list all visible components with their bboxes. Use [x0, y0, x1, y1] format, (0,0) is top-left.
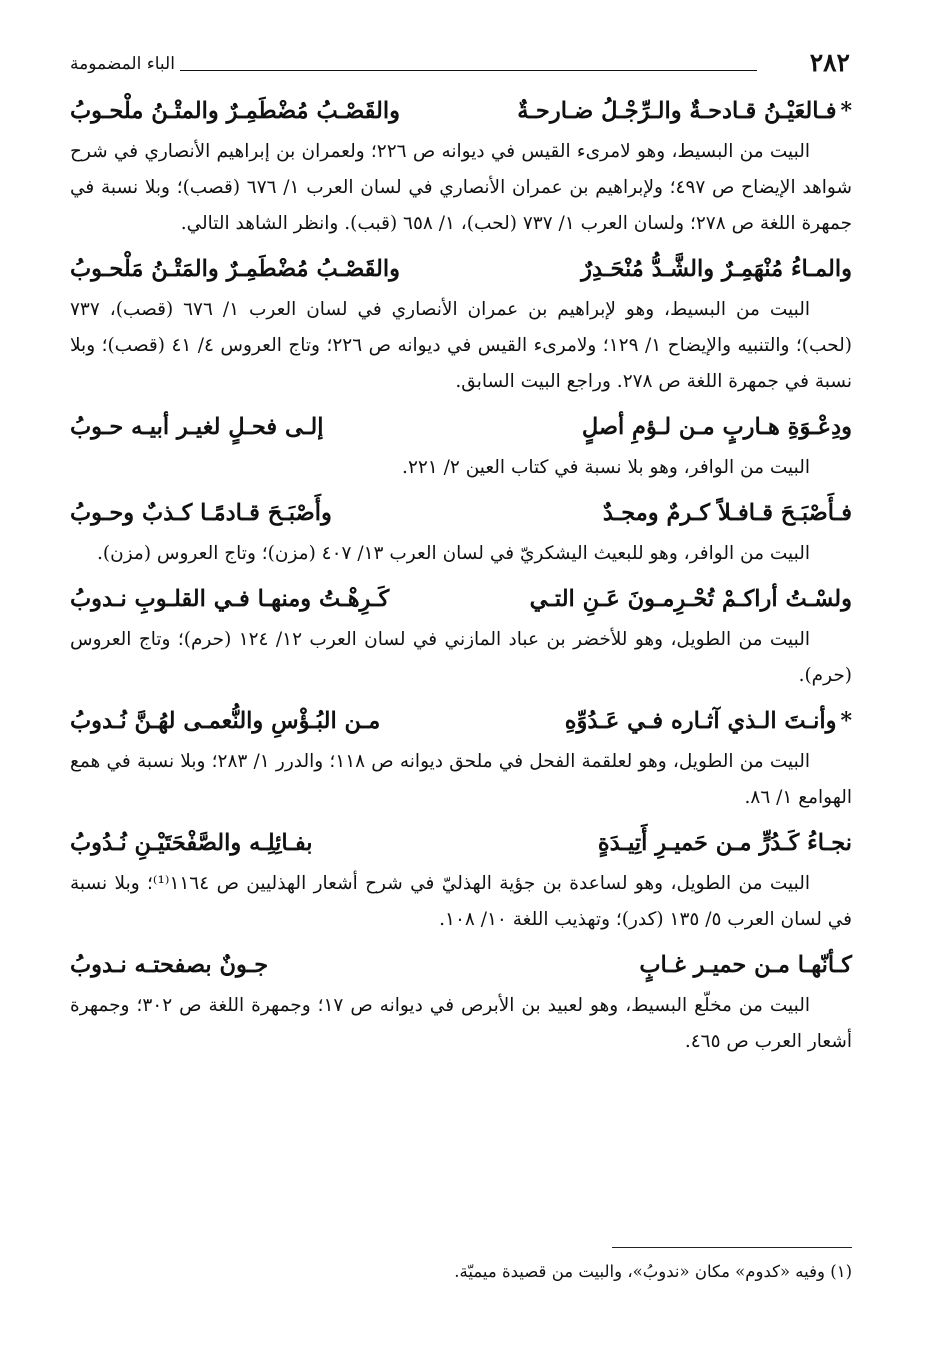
verse-commentary: البيت من الوافر، وهو للبعيث اليشكريّ في لسان العرب ١٣/ ٤٠٧ (مزن)؛ وتاج العروس (مزن). [97, 543, 810, 564]
verse-commentary: البيت من مخلّع البسيط، وهو لعبيد بن الأبرص في ديوانه ص ١٧؛ وجمهرة اللغة ص ٣٠٢؛ وجمهرة أشعار العرب ص ٤٦٥. [70, 995, 852, 1052]
verse-second-hemistich: وأَصْبَـحَ قـادمًـا كـذبٌ وحـوبُ [70, 500, 332, 526]
verse-commentary: البيت من البسيط، وهو لامرىء القيس في ديوانه ص ٢٢٦؛ ولعمران بن إبراهيم الأنصاري في شرح شواهد الإيضاح ص ٤٩٧؛ ولإبراهيم بن عمران الأنصاري في لسان العرب ١/ ٦٧٦ (قصب)؛ وبلا نسبة في جمهرة اللغة ص ٢٧٨؛ ولسان العرب ١/ ٧٣٧ (لحب)، ١/ ٦٥٨ (قبب). وانظر الشاهد التالي. [70, 141, 852, 234]
verse-commentary: البيت من الطويل، وهو لعلقمة الفحل في ملحق ديوانه ص ١١٨؛ والدرر ١/ ٢٨٣؛ وبلا نسبة في همع الهوامع ١/ ٨٦. [70, 751, 852, 808]
footnote-area [70, 0, 852, 1362]
verse-commentary: البيت من الطويل، وهو للأخضر بن عباد المازني في لسان العرب ١٢/ ١٢٤ (حرم)؛ وتاج العروس (حرم). [70, 629, 852, 686]
verse-second-hemistich: بفـائِلِـه والصَّفْحَتَيْـنِ نُـدُوبُ [70, 830, 313, 856]
verse-first-hemistich: كـأنّهـا مـن حميـر غـابٍ [639, 952, 852, 978]
verse-first-hemistich: نجـاءُ كَـدُرٍّ مـن حَميـرِ أَتِيـدَةٍ [597, 830, 852, 856]
verse-second-hemistich: إلـى فحـلٍ لغيـر أبيـه حـوبُ [70, 414, 324, 440]
verse-first-hemistich: ودِعْـوَةِ هـاربٍ مـن لـؤمِ أصلٍ [581, 414, 852, 440]
verse-first-hemistich: والمـاءُ مُنْهَمِـرٌ والشَّـدُّ مُنْحَـدِرٌ [581, 256, 852, 282]
verse-commentary: البيت من الوافر، وهو بلا نسبة في كتاب العين ٢/ ٢٢١. [402, 457, 810, 478]
star-marker: * [840, 708, 852, 734]
verse-second-hemistich: جـونٌ بصفحتـه نـدوبُ [70, 952, 269, 978]
verse-commentary: البيت من الطويل، وهو لساعدة بن جؤية الهذليّ في شرح أشعار الهذليين ص ١١٦٤⁽¹⁾؛ وبلا نسبة في لسان العرب ٥/ ١٣٥ (كدر)؛ وتهذيب اللغة ١٠/ ١٠٨. [70, 873, 852, 930]
footnote: (١) وفيه «كدوم» مكان «ندوبُ»، والبيت من قصيدة ميميّة. [454, 1262, 852, 1281]
hemistich-text: فـالعَيْـنُ قـادحـةٌ والـرِّجْـلُ ضـارحـةٌ [517, 98, 837, 124]
hemistich-text: وأنـتَ الـذي آثـاره فـي عَـدُوِّهِ [564, 708, 837, 734]
footnote-rule [612, 1247, 852, 1248]
verse-commentary: البيت من البسيط، وهو لإبراهيم بن عمران الأنصاري في لسان العرب ١/ ٦٧٦ (قصب)، ٧٣٧ (لحب)؛ والتنبيه والإيضاح ١/ ١٢٩؛ ولامرىء القيس في ديوانه ص ٢٢٦؛ وتاج العروس ٤/ ٤١ (قصب)؛ وبلا نسبة في جمهرة اللغة ص ٢٧٨. وراجع البيت السابق. [70, 299, 852, 392]
page-number: ٢٨٢ [809, 48, 850, 77]
section-title: الباء المضمومة [70, 54, 175, 74]
star-marker: * [840, 98, 852, 124]
verse-first-hemistich: ولسْـتُ أراكـمْ تُحْـرِمـونَ عَـنِ التـي [529, 586, 852, 612]
verse-first-hemistich: فـأَصْبَـحَ قـافـلاً كـرمٌ ومجـدٌ [602, 500, 852, 526]
verse-second-hemistich: والقَصْـبُ مُضْطَمِـرٌ والمَتْـنُ مَلْحـوبُ [70, 256, 400, 282]
verse-second-hemistich: مـن البُـؤْسِ والنُّعمـى لهُـنَّ نُـدوبُ [70, 708, 381, 734]
verse-second-hemistich: والقَصْـبُ مُضْطَمِـرٌ والمتْـنُ ملْحـوبُ [70, 98, 400, 124]
verse-second-hemistich: كَـرِهْـتُ ومنهـا فـي القلـوبِ نـدوبُ [70, 586, 390, 612]
